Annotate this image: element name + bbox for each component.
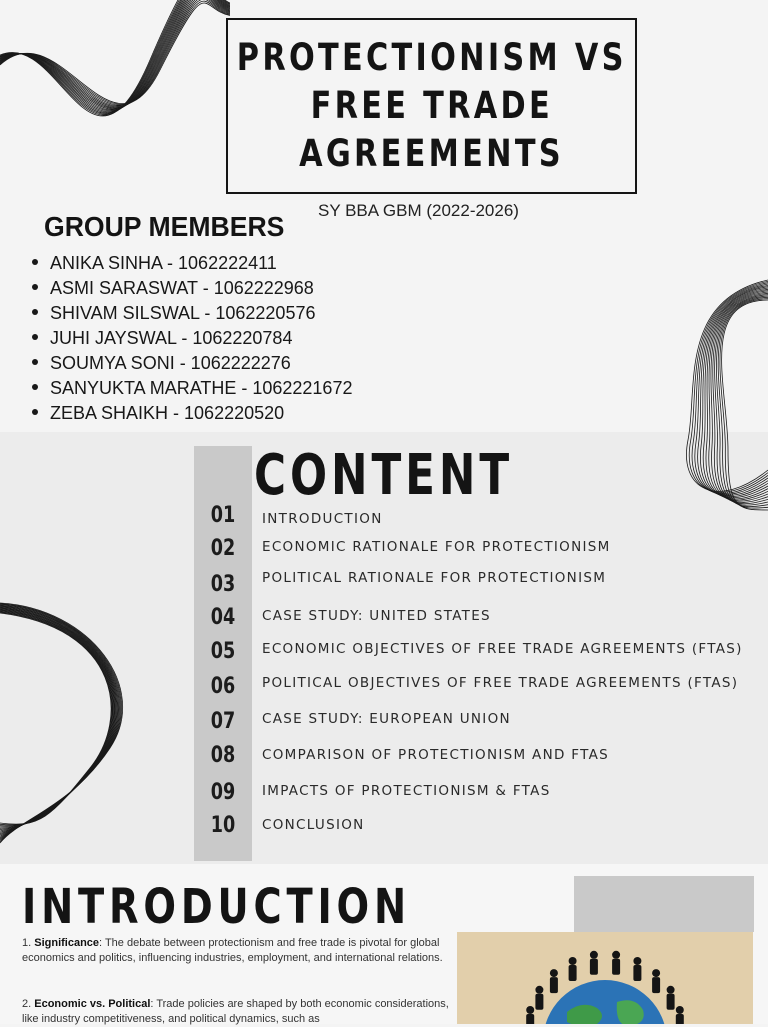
toc-item-comparison[interactable]: COMPARISON OF PROTECTIONISM AND FTAS [262, 747, 609, 763]
toc-number: 10 [210, 813, 236, 838]
toc-item-political-rationale[interactable]: POLITICAL RATIONALE FOR PROTECTIONISM [262, 570, 607, 586]
content-heading: CONTENT [254, 443, 514, 508]
toc-item-case-study-eu[interactable]: CASE STUDY: EUROPEAN UNION [262, 711, 511, 727]
toc-number: 06 [210, 674, 236, 699]
title-box [226, 18, 637, 194]
toc-item-introduction[interactable]: INTRODUCTION [262, 511, 383, 527]
para-number: 2. [22, 998, 32, 1010]
member-name: SHIVAM SILSWAL - 1062220576 [50, 303, 316, 323]
globe-people-icon [457, 932, 753, 1024]
intro-paragraph-1 [22, 936, 452, 966]
wave-lines-icon [0, 598, 160, 848]
member-item [32, 301, 352, 326]
para-bold-term: Significance [34, 937, 100, 949]
toc-number: 03 [210, 572, 236, 597]
member-name: ANIKA SINHA - 1062222411 [50, 253, 277, 273]
member-name: SANYUKTA MARATHE - 1062221672 [50, 378, 353, 398]
toc-item-impacts[interactable]: IMPACTS OF PROTECTIONISM & FTAS [262, 783, 551, 799]
title-line-1: PROTECTIONISM VS [236, 36, 627, 79]
member-name: ASMI SARASWAT - 1062222968 [50, 278, 314, 298]
toc-number: 09 [210, 780, 236, 805]
member-item [32, 401, 352, 426]
toc-item-conclusion[interactable]: CONCLUSION [262, 817, 365, 833]
toc-number: 05 [210, 639, 236, 664]
group-members-heading: GROUP MEMBERS [44, 211, 285, 242]
wave-lines-icon [658, 270, 768, 520]
toc-item-case-study-us[interactable]: CASE STUDY: UNITED STATES [262, 608, 491, 624]
title-line-3: AGREEMENTS [299, 132, 564, 175]
toc-number: 02 [210, 536, 236, 561]
para-text: : Trade policies are shaped by both economic considerations, like industry competitiveness, and political dynamics, such as [22, 998, 449, 1025]
bullet-icon [32, 284, 38, 290]
para-bold-term: Economic vs. Political [34, 998, 151, 1010]
toc-number: 07 [210, 709, 236, 734]
member-item [32, 276, 352, 301]
bullet-icon [32, 409, 38, 415]
photo-frame [574, 876, 754, 932]
member-item [32, 376, 352, 401]
member-name: JUHI JAYSWAL - 1062220784 [50, 328, 293, 348]
member-name: ZEBA SHAIKH - 1062220520 [50, 403, 285, 423]
member-item [32, 326, 352, 351]
member-item [32, 351, 352, 376]
bullet-icon [32, 334, 38, 340]
bullet-icon [32, 259, 38, 265]
title-line-2: FREE TRADE [310, 84, 553, 127]
member-name: SOUMYA SONI - 1062222276 [50, 353, 291, 373]
bullet-icon [32, 384, 38, 390]
member-list [32, 251, 352, 426]
bullet-icon [32, 359, 38, 365]
toc-number: 04 [210, 605, 236, 630]
introduction-heading: INTRODUCTION [22, 879, 411, 935]
wave-lines-icon [0, 0, 230, 200]
bullet-icon [32, 309, 38, 315]
toc-number: 01 [210, 503, 236, 528]
toc-item-economic-objectives[interactable]: ECONOMIC OBJECTIVES OF FREE TRADE AGREEMENTS (FTAS) [262, 641, 743, 657]
para-text: : The debate between protectionism and free trade is pivotal for global economics and politics, influencing industries, employment, and international relations. [22, 937, 443, 964]
member-item [32, 251, 352, 276]
toc-number: 08 [210, 743, 236, 768]
intro-paragraph-2 [22, 997, 452, 1027]
para-number: 1. [22, 937, 32, 949]
subtitle: SY BBA GBM (2022-2026) [318, 201, 519, 220]
toc-item-economic-rationale[interactable]: ECONOMIC RATIONALE FOR PROTECTIONISM [262, 539, 611, 555]
toc-item-political-objectives[interactable]: POLITICAL OBJECTIVES OF FREE TRADE AGREEMENTS (FTAS) [262, 675, 739, 691]
